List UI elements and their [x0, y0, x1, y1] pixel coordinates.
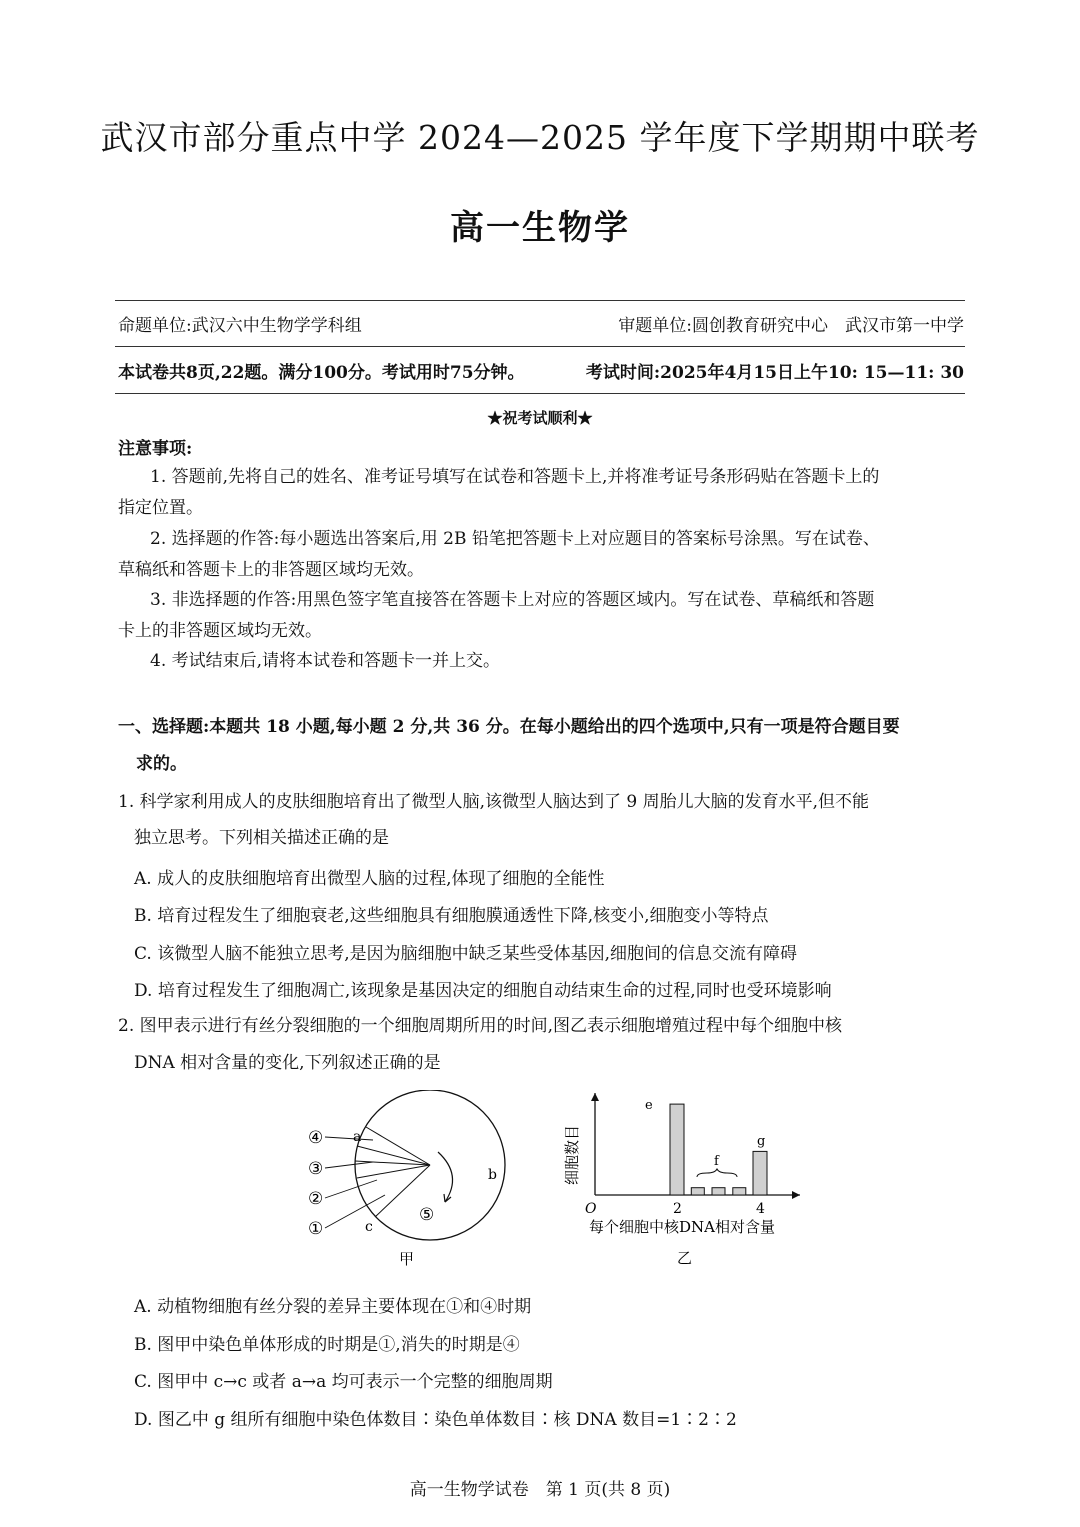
figure-jia	[295, 1090, 525, 1270]
label-2: ②	[308, 1189, 324, 1209]
exam-title: 武汉市部分重点中学 2024—2025 学年度下学期期中联考	[100, 118, 980, 157]
page-footer: 高一生物学试卷 第 1 页(共 8 页)	[409, 1480, 671, 1500]
label-5: ⑤	[419, 1205, 435, 1225]
letter-a: a	[353, 1129, 362, 1145]
q2-option-c: C. 图甲中 c→c 或者 a→a 均可表示一个完整的细胞周期	[134, 1372, 553, 1392]
x-axis-arrow	[792, 1191, 800, 1199]
leader-1	[325, 1195, 385, 1228]
bar-f-1	[691, 1188, 704, 1195]
label-1: ①	[308, 1219, 324, 1239]
q2-stem-cont: DNA 相对含量的变化,下列叙述正确的是	[134, 1053, 441, 1073]
figure-yi-chart	[555, 1085, 805, 1270]
q2-option-b: B. 图甲中染色单体形成的时期是①,消失的时期是④	[134, 1335, 520, 1355]
q2-option-a: A. 动植物细胞有丝分裂的差异主要体现在①和④时期	[134, 1297, 532, 1317]
origin-label: O	[585, 1201, 597, 1217]
leader-2	[325, 1180, 377, 1198]
bar-f-2	[712, 1188, 725, 1195]
subject-title: 高一生物学	[450, 208, 630, 248]
bottom-divider	[115, 393, 965, 394]
leader-4	[325, 1137, 373, 1140]
group-label-g: g	[757, 1134, 766, 1149]
radius-line-4	[357, 1165, 430, 1178]
q1-option-b: B. 培育过程发生了细胞衰老,这些细胞具有细胞膜通透性下降,核变小,细胞变小等特点	[134, 906, 769, 926]
setter-unit: 命题单位:武汉六中生物学学科组	[118, 316, 362, 336]
notes-heading: 注意事项:	[118, 439, 193, 459]
q1-stem-cont: 独立思考。下列相关描述正确的是	[134, 828, 389, 848]
top-divider	[115, 300, 965, 301]
x-tick-4: 4	[756, 1201, 765, 1217]
note-3a: 3. 非选择题的作答:用黑色签字笔直接答在答题卡上对应的答题区域内。写在试卷、草稿纸和答题	[150, 590, 875, 610]
q1-option-a: A. 成人的皮肤细胞培育出微型人脑的过程,体现了细胞的全能性	[134, 869, 605, 889]
q1-option-c: C. 该微型人脑不能独立思考,是因为脑细胞中缺乏某些受体基因,细胞间的信息交流有障碍	[134, 944, 798, 964]
y-axis-label: 细胞数目	[563, 1124, 581, 1185]
letter-b: b	[488, 1167, 497, 1183]
bar-f-3	[733, 1188, 746, 1195]
q2-option-d: D. 图乙中 g 组所有细胞中染色体数目∶染色单体数目∶核 DNA 数目=1∶2∶2	[134, 1410, 737, 1430]
reviewer-unit: 审题单位:圆创教育研究中心 武汉市第一中学	[618, 316, 964, 336]
note-1b: 指定位置。	[118, 498, 203, 518]
group-label-f: f	[714, 1154, 719, 1169]
figure-jia-caption: 甲	[399, 1250, 415, 1268]
note-2b: 草稿纸和答题卡上的非答题区域均无效。	[118, 560, 424, 580]
bar-e-0	[670, 1104, 684, 1195]
cycle-arrow-arc	[438, 1152, 453, 1202]
leader-3	[325, 1162, 373, 1168]
exam-time: 考试时间:2025年4月15日上午10: 15—11: 30	[585, 363, 964, 383]
note-4: 4. 考试结束后,请将本试卷和答题卡一并上交。	[150, 651, 501, 671]
section1-heading: 一、选择题:本题共 18 小题,每小题 2 分,共 36 分。在每小题给出的四个选项中,只有一项是符合题目要	[118, 717, 900, 737]
label-3: ③	[308, 1159, 324, 1179]
q1-stem: 1. 科学家利用成人的皮肤细胞培育出了微型人脑,该微型人脑达到了 9 周胎儿大脑的发育水平,但不能	[118, 792, 870, 812]
f-brace	[697, 1169, 737, 1177]
chart-caption: 乙	[677, 1249, 693, 1267]
y-axis-arrow	[591, 1093, 599, 1101]
note-3b: 卡上的非答题区域均无效。	[118, 621, 322, 641]
mid-divider	[115, 346, 965, 347]
note-2a: 2. 选择题的作答:每小题选出答案后,用 2B 铅笔把答题卡上对应题目的答案标号涂黑。写在试卷、	[150, 529, 880, 549]
q1-option-d: D. 培育过程发生了细胞凋亡,该现象是基因决定的细胞自动结束生命的过程,同时也受环境影响	[134, 981, 832, 1001]
note-1a: 1. 答题前,先将自己的姓名、准考证号填写在试卷和答题卡上,并将准考证号条形码贴在答题卡上的	[150, 467, 880, 487]
exam-info: 本试卷共8页,22题。满分100分。考试用时75分钟。	[118, 363, 525, 383]
x-tick-2: 2	[673, 1201, 682, 1217]
good-luck: ★祝考试顺利★	[487, 409, 593, 427]
label-4: ④	[308, 1128, 324, 1148]
group-label-e: e	[645, 1098, 653, 1113]
q2-stem: 2. 图甲表示进行有丝分裂细胞的一个细胞周期所用的时间,图乙表示细胞增殖过程中每个细胞中核	[118, 1016, 843, 1036]
x-axis-label: 每个细胞中核DNA相对含量	[589, 1218, 775, 1236]
section1-heading-cont: 求的。	[136, 754, 187, 774]
radius-a	[366, 1127, 430, 1165]
bar-g-4	[753, 1151, 767, 1195]
letter-c: c	[365, 1219, 373, 1235]
